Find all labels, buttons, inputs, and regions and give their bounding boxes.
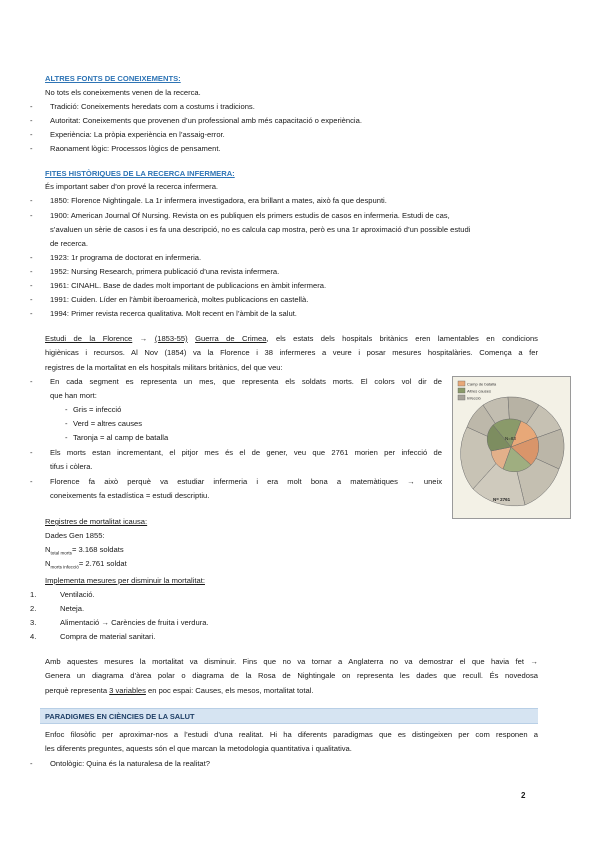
numbered-item: 3. Alimentació → Carències de fruita i verdura. — [30, 618, 209, 627]
rose-label-center: N=83 — [505, 436, 516, 441]
florence-bullet: - — [30, 377, 33, 386]
legend-swatch-orange — [458, 381, 465, 386]
sub-bullet: - Taronja = al camp de batalla — [65, 433, 169, 442]
rose-diagram-graphic — [453, 377, 570, 518]
nightingale-rose-diagram — [452, 376, 571, 519]
section-title-altres-fonts: ALTRES FONTS DE CONEIXEMENTS: — [45, 74, 181, 83]
page-number: 2 — [521, 791, 526, 800]
florence-paragraph: Estudi de la Florence → (1853-55) Guerra de Crimea, els estats dels hospitals britànics eren lamentables en condicions higiènicas i recursos. Al Nov (1854) va la Florence i 38 infermeres a veure i posar mesures hospitalàries. Comença a fer registres de la mortalitat en els hospitals militars britànics, del que veu: — [45, 334, 538, 372]
document-page: ALTRES FONTS DE CONEIXEMENTS: No tots els coneixements venen de la recerca. - Tradició: Coneixements heredats com a costums i tradicions. - Autoritat: Coneixements que provenen d’un professional amb més capacitació o experiència. - Experiència: La pròpia experiència en l’assaig-error. - Raonament lògic: Processos lògics de pensament. FITES HISTÒRIQUES DE LA RECERCA INFERMERA: És important saber d’on prové la recerca infermera. - 1850: Florence Nightingale. La 1r infermera investigadora, era brillant a mates, això fa que despunti. - 1900: American Journal Of Nursing. Revista on es publiquen els primers estudis de casos en infermeria. Estudi de cas, s’avaluen un sèrie de casos i es fa una descripció, no es calcula cap mostra, però es una 1r aproximació d’un possible estudi de recerca. - 1923: 1r programa de doctorat en infermeria. - 1952: Nursing Research, primera publicació d’una revista infermera. - 1961: CINAHL. Base de dades molt important de publicacions en àmbit infermera. - 1991: Cuiden. Líder en l’àmbit iberoamericà, moltes publicacions en castellà. - 1994: Primer revista recerca qualitativa. Molt recent en l’àmbit de la salut. Estudi de la Florence → (1853-55) Guerra de Crimea, els estats dels hospitals britànics eren lamentables en condicions higiènicas i recursos. Al Nov (1854) va la Florence i 38 infermeres a veure i posar mesures hospitalàries. Comença a fer registres de la mortalitat en els hospitals militars britànics, del que veu: - En cada segment es representa un mes, que representa els soldats morts. El colors vol dir de que han mort: - Gris = infecció - Verd = altres causes - Taronja = al camp de batalla - Els morts estan incrementant, el pitjor mes és el de gener, veu que 2761 morien per infecció de tifus i còlera. - Florence fa això perquè va estudiar infermeria i era molt bona a matemàtiques → uneix coneixements fa estadística = estudi descriptiu. Camp de batalla Altres causes Infecció N=83 N= 2761 Registres de mortalitat icausa: Dades Gen 1855: $N_{total morts}= 3.168$ soldats $N_{morts infecció}= 2.761$ soldat Implementa mesures per disminuir la mortalitat: 1. Ventilació. 2. Neteja. 3. Alimentació → Carències de fruita i verdura. 4. Compra de material sanitari. Amb aquestes mesures la mortalitat va disminuir. Fins que no va tornar a Anglaterra no va demostrar el que havia fet → Genera un diagrama d’àrea polar o diagrama de la Rosa de Nightingale on representa les dades que recull. És novedosa perquè representa 3 variables en poc espai: Causes, els mesos, mortalitat total. PARADIGMES EN CIÈNCIES DE LA SALUT Enfoc filosòfic per aproximar-nos a l’estudi d’una realitat. Hi ha diferents paradigmas que es distingeixen per com responen a les diferents preguntes, aquests són el que marcan la metodologia quantitativa i qualitativa. - Ontològic: Quina és la naturalesa de la realitat? 2 — [0, 0, 600, 848]
section-title-fites: FITES HISTÒRIQUES DE LA RECERCA INFERMERA: — [45, 169, 235, 178]
section-intro: No tots els coneixements venen de la recerca. — [45, 88, 201, 97]
legend-swatch-grey — [458, 395, 465, 400]
registres-title: Registres de mortalitat icausa: — [45, 517, 148, 526]
paradigmes-paragraph: Enfoc filosòfic per aproximar-nos a l’estudi d’una realitat. Hi ha diferents paradigmas que es distingeixen per com responen a les diferents preguntes, aquests són el que marcan la metodologia quantitativa i qualitativa. — [45, 730, 538, 754]
section-band-paradigmes — [40, 708, 538, 724]
list-item-continuation: de recerca. — [50, 239, 88, 248]
registres-infeccio: $N_{morts infecció}= 2.761$ soldat — [45, 559, 127, 570]
florence-bullet-text: Els morts estan incrementant, el pitjor mes és el de gener, veu que 2761 morien per infecció de tifus i còlera. — [50, 448, 442, 472]
rose-label-bottom: N= 2761 — [493, 497, 511, 502]
section-band-title: PARADIGMES EN CIÈNCIES DE LA SALUT — [45, 712, 195, 721]
registres-date: Dades Gen 1855: — [45, 531, 105, 540]
legend-swatch-green — [458, 388, 465, 393]
legend-label: Infecció — [467, 395, 481, 401]
registres-total: $N_{total morts}= 3.168$ soldats — [45, 545, 124, 556]
sub-bullet: - Verd = altres causes — [65, 419, 143, 428]
sub-bullet: - Gris = infecció — [65, 405, 122, 414]
numbered-item: 2. Neteja. — [30, 604, 85, 613]
section-intro: És important saber d’on prové la recerca infermera. — [45, 182, 219, 191]
legend-label: Camp de batalla — [467, 381, 497, 387]
legend-label: Altres causes — [467, 388, 492, 394]
numbered-item: 4. Compra de material sanitari. — [30, 632, 156, 641]
conclusion-paragraph: Amb aquestes mesures la mortalitat va disminuir. Fins que no va tornar a Anglaterra no va demostrar el que havia fet → Genera un diagrama d’àrea polar o diagrama de la Rosa de Nightingale on representa les dades que recull. És novedosa perquè representa 3 variables en poc espai: Causes, els mesos, mortalitat total. — [45, 657, 538, 695]
mesures-title: Implementa mesures per disminuir la mortalitat: — [45, 576, 205, 585]
numbered-item: 1. Ventilació. — [30, 590, 95, 599]
florence-bullet: - — [30, 477, 33, 486]
florence-bullet: - — [30, 448, 33, 457]
florence-bullet-text: En cada segment es representa un mes, que representa els soldats morts. El colors vol dir de que han mort: — [50, 377, 442, 401]
list-item-continuation: s’avaluen un sèrie de casos i es fa una descripció, no es calcula cap mostra, però es una 1r aproximació d’un possible estudi — [50, 225, 471, 234]
florence-bullet-text: Florence fa això perquè va estudiar infermeria i era molt bona a matemàtiques → uneix coneixements fa estadística = estudi descriptiu. — [50, 477, 442, 501]
